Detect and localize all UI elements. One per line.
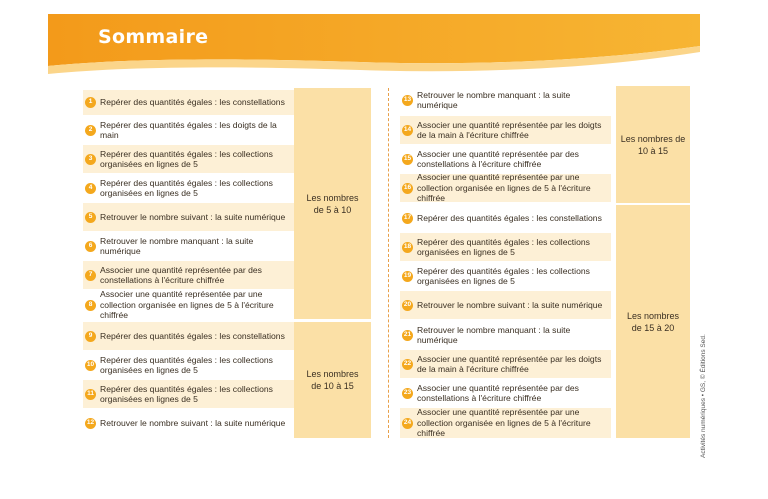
item-label: Retrouver le nombre suivant : la suite numérique	[417, 299, 603, 310]
item-number: 6	[85, 241, 96, 252]
group-label-10-15-right	[616, 86, 690, 203]
item-number: 7	[85, 270, 96, 281]
list-item[interactable]	[400, 233, 611, 261]
item-label: Repérer des quantités égales : les collections organisées en lignes de 5	[100, 177, 273, 198]
list-item[interactable]	[83, 232, 294, 260]
item-number: 8	[85, 300, 96, 311]
item-label: Associer une quantité représentée par une collection organisée en lignes de 5 à l'écriture chiffrée	[417, 407, 591, 439]
list-item[interactable]	[400, 174, 611, 202]
item-number: 14	[402, 125, 413, 136]
group-label-line: Les nombres	[306, 369, 359, 379]
list-item[interactable]	[400, 291, 611, 319]
item-label: Repérer des quantités égales : les constellations	[100, 330, 285, 341]
item-number: 3	[85, 154, 96, 165]
item-label: Repérer des quantités égales : les collections organisées en lignes de 5	[100, 354, 273, 375]
item-number: 15	[402, 154, 413, 165]
list-item[interactable]	[400, 321, 611, 349]
item-number: 20	[402, 300, 413, 311]
list-item[interactable]	[400, 145, 611, 173]
item-label: Associer une quantité représentée par des constellations à l'écriture chiffrée	[417, 382, 579, 403]
item-number: 23	[402, 388, 413, 399]
item-label: Associer une quantité représentée par des constellations à l'écriture chiffrée	[417, 148, 579, 169]
item-label: Repérer des quantités égales : les doigts de la main	[100, 119, 277, 140]
item-label: Associer une quantité représentée par des constellations à l'écriture chiffrée	[100, 264, 262, 285]
list-item[interactable]	[400, 116, 611, 144]
column-divider	[388, 88, 389, 438]
item-number: 21	[402, 330, 413, 341]
item-number: 9	[85, 331, 96, 342]
item-label: Repérer des quantités égales : les collections organisées en lignes de 5	[417, 236, 590, 257]
group-label-line: de 5 à 10	[313, 204, 352, 215]
item-label: Retrouver le nombre manquant : la suite numérique	[417, 324, 571, 345]
item-label: Retrouver le nombre manquant : la suite numérique	[100, 235, 254, 256]
group-label-line: Les nombres	[306, 192, 359, 203]
group-label-line: Les nombres de	[620, 133, 686, 144]
list-item[interactable]	[83, 261, 294, 289]
item-label: Repérer des quantités égales : les collections organisées en lignes de 5	[100, 148, 273, 169]
group-label-line: de 15 à 20	[631, 322, 675, 333]
group-label-line: 10 à 15	[637, 145, 668, 156]
group-label-line: Les nombres	[626, 310, 680, 321]
item-number: 1	[85, 97, 96, 108]
item-label: Repérer des quantités égales : les collections organisées en lignes de 5	[417, 265, 590, 286]
list-item[interactable]	[83, 322, 294, 350]
item-number: 5	[85, 212, 96, 223]
item-label: Retrouver le nombre suivant : la suite numérique	[100, 211, 286, 222]
item-number: 17	[402, 213, 413, 224]
group-label-15-20	[616, 205, 690, 438]
item-label: Associer une quantité représentée par les doigts de la main à l'écriture chiffrée	[417, 119, 602, 140]
list-item[interactable]	[400, 350, 611, 378]
list-item[interactable]	[83, 409, 294, 437]
list-item[interactable]	[83, 174, 294, 202]
list-item[interactable]	[83, 380, 294, 408]
item-label: Associer une quantité représentée par une collection organisée en lignes de 5 à l'écriture chiffrée	[100, 289, 274, 321]
list-item[interactable]	[400, 204, 611, 232]
list-item[interactable]	[83, 116, 294, 144]
item-number: 22	[402, 359, 413, 370]
item-number: 16	[402, 183, 413, 194]
list-item[interactable]	[400, 86, 611, 114]
list-item[interactable]	[400, 408, 611, 438]
page-title: Sommaire	[98, 26, 209, 48]
group-label-line: de 10 à 15	[311, 381, 354, 391]
item-number: 4	[85, 183, 96, 194]
item-number: 11	[85, 389, 96, 400]
item-number: 10	[85, 360, 96, 371]
list-item[interactable]	[83, 290, 294, 320]
list-item[interactable]	[83, 90, 294, 115]
item-number: 13	[402, 95, 413, 106]
item-label: Associer une quantité représentée par les doigts de la main à l'écriture chiffrée	[417, 353, 602, 374]
list-item[interactable]	[400, 379, 611, 407]
list-item[interactable]	[83, 203, 294, 231]
item-number: 18	[402, 242, 413, 253]
item-label: Retrouver le nombre manquant : la suite numérique	[417, 89, 571, 110]
list-item[interactable]	[83, 145, 294, 173]
item-label: Repérer des quantités égales : les constellations	[100, 97, 285, 108]
item-label: Associer une quantité représentée par une collection organisée en lignes de 5 à l'écriture chiffrée	[417, 172, 591, 204]
group-label-5-10	[294, 88, 371, 319]
item-number: 19	[402, 271, 413, 282]
item-number: 24	[402, 418, 413, 429]
item-label: Repérer des quantités égales : les constellations	[417, 212, 602, 223]
group-label-10-15	[294, 322, 371, 438]
item-label: Retrouver le nombre suivant : la suite numérique	[100, 417, 286, 428]
item-number: 2	[85, 125, 96, 136]
item-label: Repérer des quantités égales : les collections organisées en lignes de 5	[100, 383, 273, 404]
copyright-credit: Activités numériques • GS, © Éditions Sed.	[700, 334, 707, 458]
list-item[interactable]	[400, 262, 611, 290]
list-item[interactable]	[83, 351, 294, 379]
item-number: 12	[85, 418, 96, 429]
